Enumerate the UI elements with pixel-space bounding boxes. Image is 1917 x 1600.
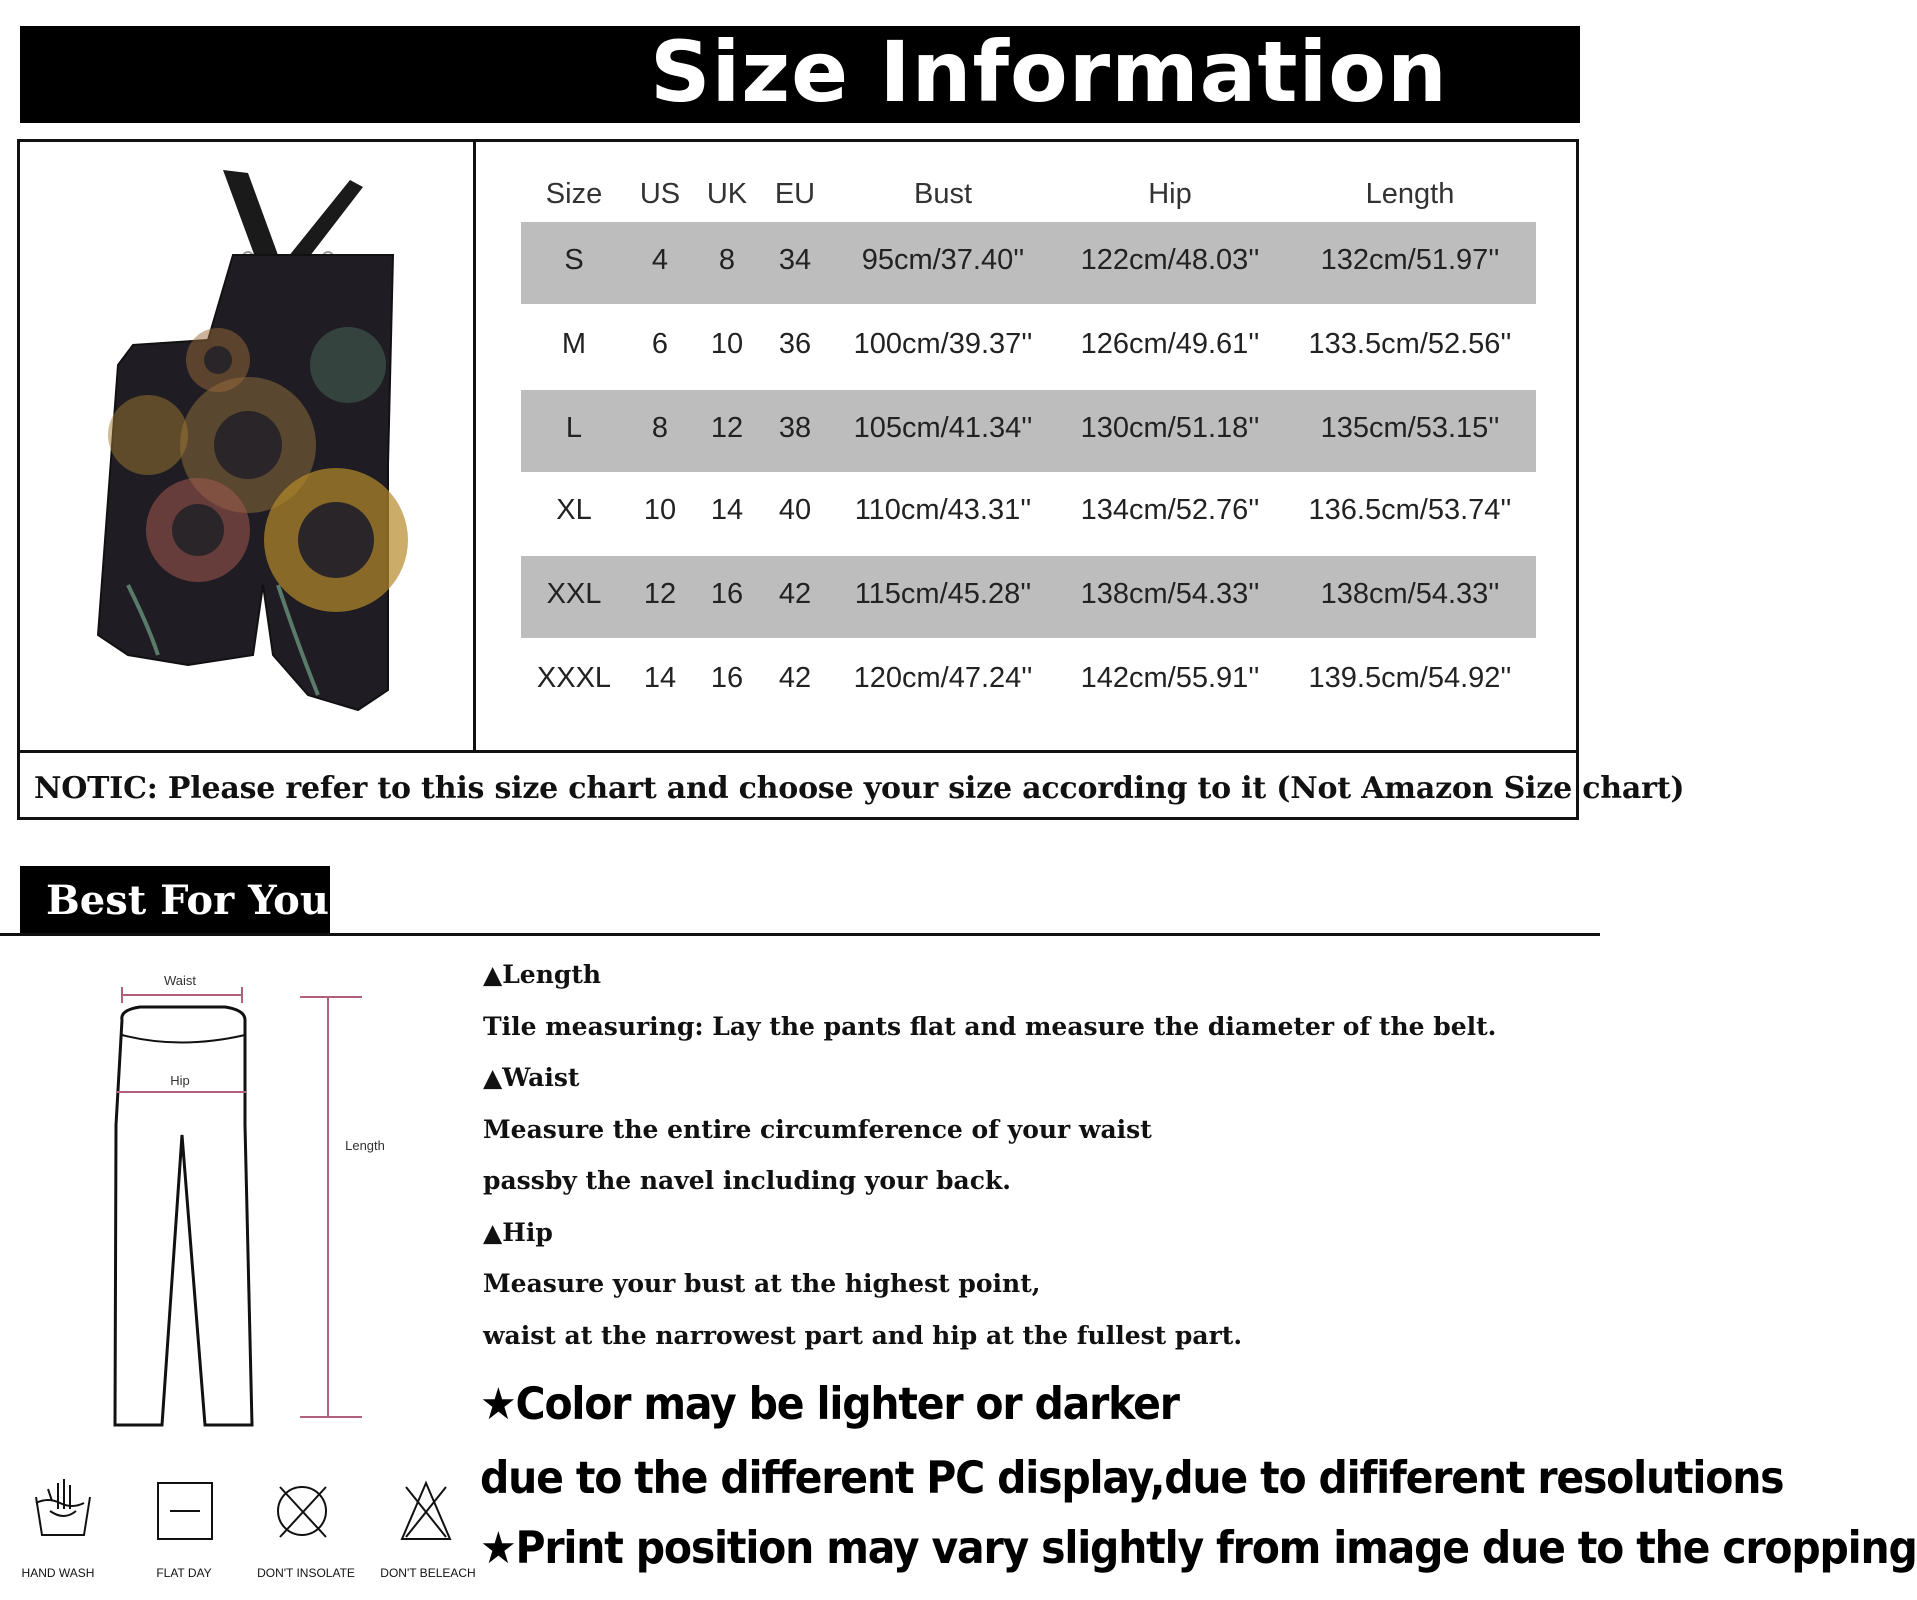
table-cell: 110cm/43.31'' (854, 494, 1032, 526)
table-cell: 139.5cm/54.92'' (1308, 662, 1512, 694)
table-cell: 126cm/49.61'' (1080, 328, 1260, 360)
table-header-cell: Bust (913, 178, 973, 210)
care-label: DON'T INSOLATE (257, 1566, 355, 1580)
table-cell: 130cm/51.18'' (1080, 412, 1260, 444)
care-label: HAND WASH (21, 1566, 95, 1580)
table-cell: 12 (643, 578, 677, 610)
table-cell: 134cm/52.76'' (1080, 494, 1260, 526)
table-cell: 115cm/45.28'' (854, 578, 1032, 610)
length-label: Length (345, 1138, 385, 1153)
table-cell: 10 (643, 494, 677, 526)
table-header-cell: EU (774, 178, 816, 210)
hip-label: Hip (170, 1073, 190, 1088)
table-cell: 133.5cm/52.56'' (1308, 328, 1512, 360)
instruction-text: Measure your bust at the highest point, (483, 1269, 1041, 1298)
table-cell: S (564, 244, 584, 276)
table-cell: 120cm/47.24'' (853, 662, 1033, 694)
instruction-text: passby the navel including your back. (483, 1166, 1011, 1195)
instruction-text: Measure the entire circumference of your waist (483, 1115, 1152, 1144)
best-for-you-label: Best For You (46, 877, 329, 924)
table-cell: M (561, 328, 587, 360)
table-header-cell: UK (706, 178, 748, 210)
table-cell: 16 (710, 662, 744, 694)
flat-dry-icon (158, 1483, 212, 1539)
table-cell: 36 (778, 328, 812, 360)
waist-label: Waist (163, 973, 197, 988)
table-cell: 136.5cm/53.74'' (1308, 494, 1512, 526)
instruction-text: Tile measuring: Lay the pants flat and measure the diameter of the belt. (483, 1012, 1497, 1041)
chart-divider-horizontal (17, 750, 1579, 753)
chart-divider-vertical (473, 139, 476, 751)
table-cell: 12 (710, 412, 744, 444)
table-cell: XXXL (536, 662, 612, 694)
table-cell: 16 (710, 578, 744, 610)
table-cell: 122cm/48.03'' (1080, 244, 1260, 276)
table-header-cell: Size (545, 178, 603, 210)
care-icons-row (30, 1475, 480, 1550)
care-label: DON'T BELEACH (380, 1566, 476, 1580)
page-title: Size Information (650, 23, 1448, 121)
table-cell: 100cm/39.37'' (853, 328, 1033, 360)
table-cell: 95cm/37.40'' (861, 244, 1025, 276)
table-cell: 14 (643, 662, 677, 694)
instruction-heading: ▲Length (483, 960, 602, 989)
table-cell: 42 (778, 578, 812, 610)
hand-wash-icon (36, 1479, 90, 1535)
instruction-text: waist at the narrowest part and hip at the fullest part. (483, 1321, 1243, 1350)
table-cell: 34 (778, 244, 812, 276)
table-cell: 138cm/54.33'' (1080, 578, 1260, 610)
note-text: ★Print position may vary slightly from image due to the cropping (480, 1522, 1917, 1574)
table-cell: 138cm/54.33'' (1320, 578, 1500, 610)
table-cell: 14 (710, 494, 744, 526)
table-cell: 6 (651, 328, 669, 360)
table-cell: XL (556, 494, 592, 526)
size-notice: NOTIC: Please refer to this size chart and choose your size according to it (Not Amazon Size chart) (34, 771, 1685, 806)
table-cell: 132cm/51.97'' (1320, 244, 1500, 276)
table-cell: L (565, 412, 583, 444)
table-cell: XXL (546, 578, 602, 610)
table-cell: 8 (651, 412, 669, 444)
pants-outline (115, 1007, 252, 1425)
care-label: FLAT DAY (156, 1566, 212, 1580)
table-cell: 4 (651, 244, 669, 276)
note-text: due to the different PC display,due to dififerent resolutions (480, 1452, 1784, 1504)
table-cell: 8 (718, 244, 736, 276)
table-cell: 42 (778, 662, 812, 694)
table-cell: 105cm/41.34'' (853, 412, 1033, 444)
dont-insolate-icon (278, 1487, 326, 1537)
table-cell: 38 (778, 412, 812, 444)
table-header-cell: US (639, 178, 681, 210)
table-cell: 10 (710, 328, 744, 360)
table-cell: 142cm/55.91'' (1080, 662, 1260, 694)
instruction-heading: ▲Hip (483, 1218, 553, 1247)
table-header-cell: Length (1365, 178, 1455, 210)
dont-bleach-icon (402, 1483, 450, 1539)
pants-diagram (100, 965, 385, 1440)
section-divider (0, 933, 1600, 936)
note-text: ★Color may be lighter or darker (480, 1378, 1179, 1430)
table-header-cell: Hip (1148, 178, 1192, 210)
product-image (88, 165, 418, 725)
table-cell: 135cm/53.15'' (1320, 412, 1500, 444)
table-cell: 40 (778, 494, 812, 526)
instruction-heading: ▲Waist (483, 1063, 580, 1092)
